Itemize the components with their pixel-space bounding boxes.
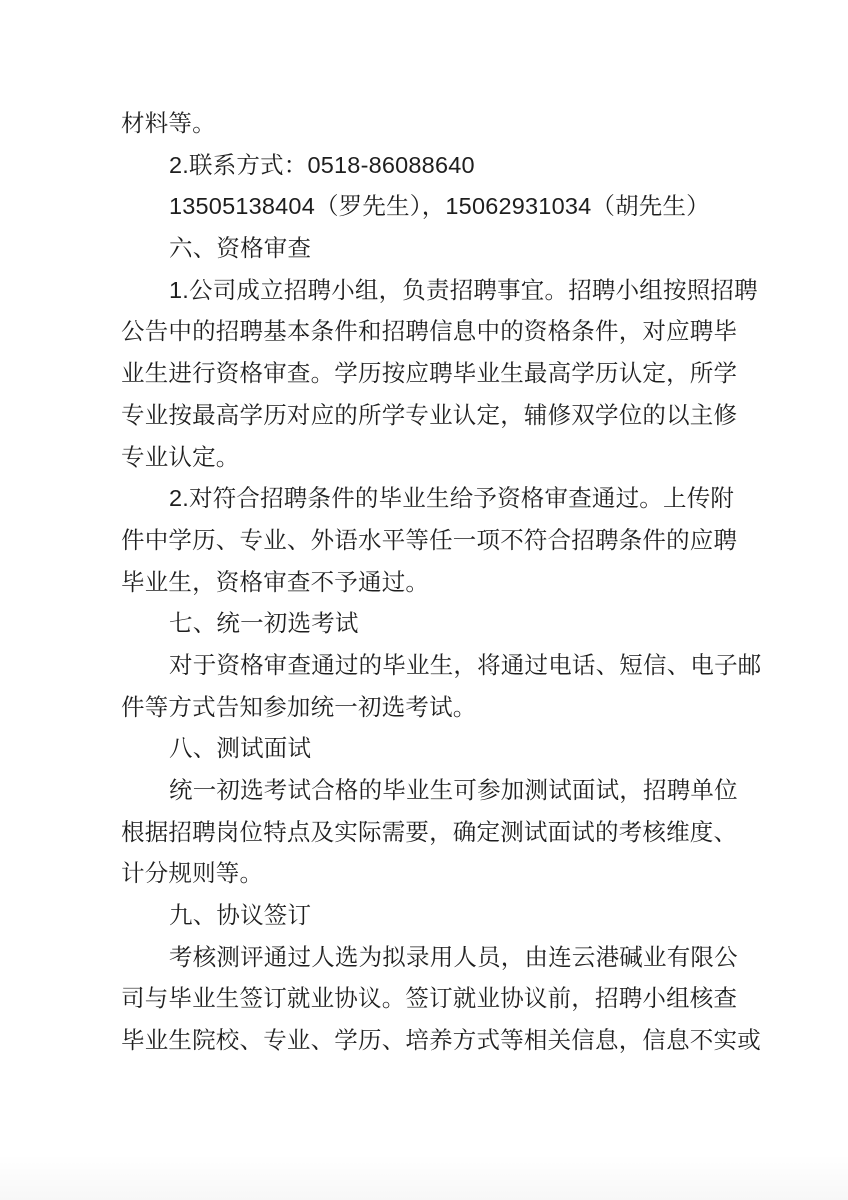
text-line: 专业认定。 (121, 443, 240, 470)
document-body (121, 103, 762, 1062)
text-line: 六、资格审查 (169, 235, 312, 262)
text-line: 材料等。 (121, 110, 216, 136)
text-line: 八、测试面试 (169, 735, 312, 762)
text-line: 毕业生，资格审查不予通过。 (121, 568, 430, 595)
text-line: 2.联系方式：0518-86088640 (169, 151, 475, 178)
text-line: 业生进行资格审查。学历按应聘毕业生最高学历认定，所学 (121, 360, 738, 387)
text-line: 件中学历、专业、外语水平等任一项不符合招聘条件的应聘 (121, 526, 738, 553)
bottom-fade-shadow (0, 1154, 848, 1200)
text-line: 2.对符合招聘条件的毕业生给予资格审查通过。上传附 (169, 485, 735, 512)
text-line: 专业按最高学历对应的所学专业认定，辅修双学位的以主修 (121, 401, 738, 428)
text-line: 司与毕业生签订就业协议。签订就业协议前，招聘小组核查 (121, 985, 738, 1012)
text-line: 七、统一初选考试 (169, 610, 359, 637)
text-line: 公告中的招聘基本条件和招聘信息中的资格条件，对应聘毕 (121, 318, 738, 345)
text-line: 13505138404（罗先生），15062931034（胡先生） (169, 193, 710, 220)
text-line: 根据招聘岗位特点及实际需要，确定测试面试的考核维度、 (121, 818, 738, 845)
text-line: 九、协议签订 (169, 902, 312, 929)
text-line: 1.公司成立招聘小组，负责招聘事宜。招聘小组按照招聘 (169, 276, 758, 303)
text-line: 统一初选考试合格的毕业生可参加测试面试，招聘单位 (169, 777, 738, 803)
text-line: 计分规则等。 (121, 860, 264, 887)
text-line: 考核测评通过人选为拟录用人员，由连云港碱业有限公 (169, 943, 738, 970)
text-line: 件等方式告知参加统一初选考试。 (121, 693, 477, 720)
text-line: 对于资格审查通过的毕业生，将通过电话、短信、电子邮 (169, 651, 762, 678)
text-line: 毕业生院校、专业、学历、培养方式等相关信息，信息不实或 (121, 1027, 761, 1054)
